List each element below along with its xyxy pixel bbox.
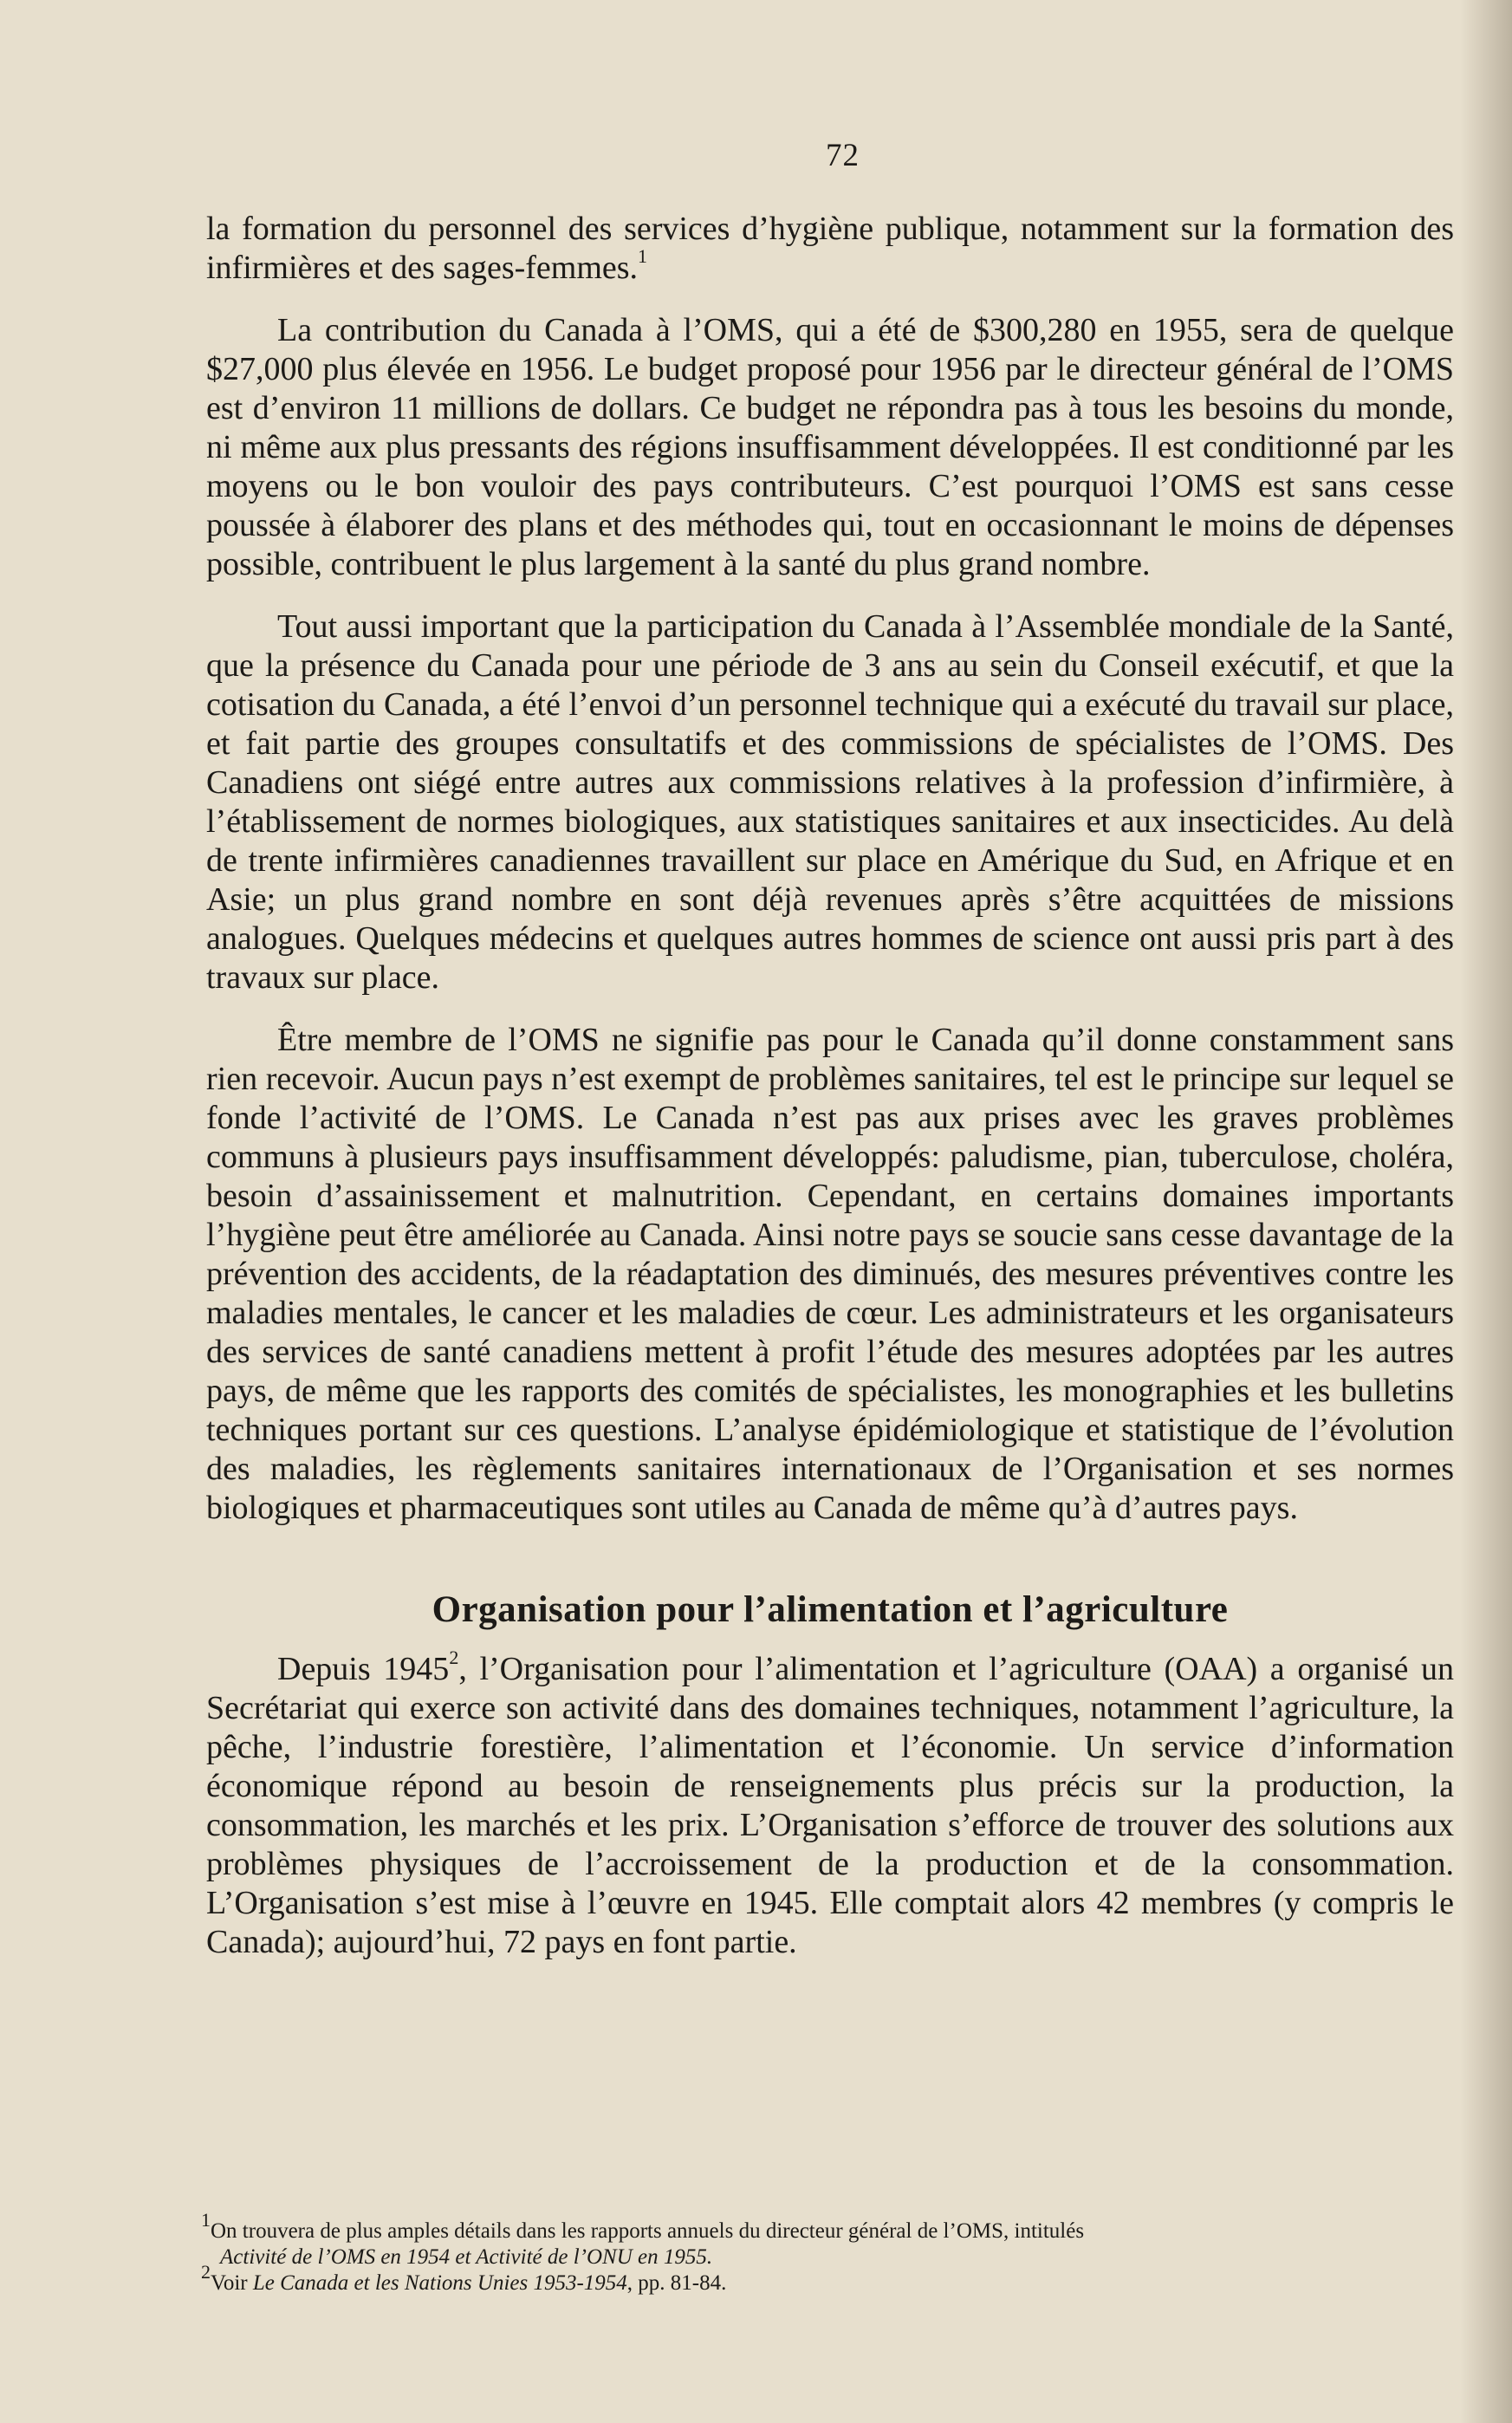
paragraph-technical-personnel: Tout aussi important que la participation du Canada à l’Assemblée mondiale de la Santé, que la présence du Canada pour une période de 3 ans au sein du Conseil exécutif, et que la cotisation du Canada, a été l’envoi d’un personnel technique qui a exécuté du travail sur place, et fait partie des groupes consultatifs et des commissions de spécialistes de l’OMS. Des Canadiens ont siégé entre autres aux commissions relatives à la profession d’infirmière, à l’établissement de normes biologiques, aux statistiques sanitaires et aux insecticides. Au delà de trente infirmières canadiennes travaillent sur place en Amérique du Sud, en Afrique et en Asie; un plus grand nombre en sont déjà revenues après s’être acquittées de missions analogues. Quelques médecins et quelques autres hommes de science ont aussi pris part à des travaux sur place.	[206, 608, 1454, 996]
paragraph-oms-contribution: La contribution du Canada à l’OMS, qui a été de $300,280 en 1955, sera de quelque $27,000 plus élevée en 1956. Le budget proposé pour 1956 par le directeur général de l’OMS est d’environ 11 millions de dollars. Ce budget ne répondra pas à tous les besoins du monde, ni même aux plus pressants des régions insuffisamment développées. Il est conditionné par les moyens ou le bon vouloir des pays contributeurs. C’est pourquoi l’OMS est sans cesse poussée à élaborer des plans et des méthodes qui, tout en occasionnant le moins de dépenses possible, contribuent le plus largement à la santé du plus grand nombre.	[206, 312, 1454, 582]
paragraph-continuation	[206, 210, 1454, 288]
paragraph-text-start: Depuis 1945	[277, 1651, 450, 1687]
page-number: 72	[826, 138, 860, 173]
footnote-ref-2[interactable]: 2	[449, 1647, 459, 1669]
paragraph-text: la formation du personnel des services d’hygiène publique, notamment sur la formation des infirmières et des sages-femmes.	[206, 211, 1454, 286]
footnote-mark-2: 2	[201, 2260, 211, 2283]
footnote-2-title: Le Canada et les Nations Unies 1953-1954	[252, 2271, 627, 2295]
footnote-2-suffix: , pp. 81-84.	[626, 2271, 727, 2295]
paragraph-text-rest: , l’Organisation pour l’alimentation et l’agriculture (OAA) a organisé un Secrétariat qui exerce son activité dans des domaines techniques, notamment l’agriculture, la pêche, l’industrie forestière, l’alimentation et l’économie. Un service d’information économique répond au besoin de renseignements plus précis sur la production, la consommation, les marchés et les prix. L’Organisation s’efforce de trouver des solutions aux problèmes physiques de l’accroissement de la production et de la consommation. L’Organisation s’est mise à l’œuvre en 1945. Elle comptait alors 42 membres (y compris le Canada); aujourd’hui, 72 pays en font partie.	[206, 1651, 1455, 1960]
footnote-1-continuation: Activité de l’OMS en 1954 et Activité de l’ONU en 1955.	[220, 2245, 713, 2269]
body-text	[206, 210, 1454, 1985]
footnote-ref-1[interactable]: 1	[638, 245, 648, 268]
paragraph-membership-benefits: Être membre de l’OMS ne signifie pas pour le Canada qu’il donne constamment sans rien recevoir. Aucun pays n’est exempt de problèmes sanitaires, tel est le principe sur lequel se fonde l’activité de l’OMS. Le Canada n’est pas aux prises avec les graves problèmes communs à plusieurs pays insuffisamment développés: paludisme, pian, tuberculose, choléra, besoin d’assainissement et malnutrition. Cependant, en certains domaines importants l’hygiène peut être améliorée au Canada. Ainsi notre pays se soucie sans cesse davantage de la prévention des accidents, de la réadaptation des diminués, des mesures préventives contre les maladies mentales, le cancer et les maladies de cœur. Les administrateurs et les organisateurs des services de santé canadiens mettent à profit l’étude des mesures adoptées par les autres pays, de même que les rapports des comités de spécialistes, les monographies et les bulletins techniques portant sur ces questions. L’analyse épidémiologique et statistique de l’évolution des maladies, les règlements sanitaires internationaux de l’Organisation et ses normes biologiques et pharmaceutiques sont utiles au Canada de même qu’à d’autres pays.	[206, 1022, 1454, 1526]
footnote-2	[201, 2260, 1457, 2296]
page-edge-shadow	[1460, 0, 1512, 2423]
footnote-1	[201, 2208, 1457, 2244]
footnote-mark-1: 1	[201, 2208, 211, 2231]
paragraph-oaa	[206, 1647, 1455, 1962]
footnotes	[201, 2208, 1457, 2296]
footnote-2-prefix: Voir	[211, 2271, 253, 2295]
footnote-1-text: On trouvera de plus amples détails dans les rapports annuels du directeur général de l’OMS, intitulés	[211, 2219, 1085, 2243]
section-heading: Organisation pour l’alimentation et l’agriculture	[432, 1589, 1229, 1630]
